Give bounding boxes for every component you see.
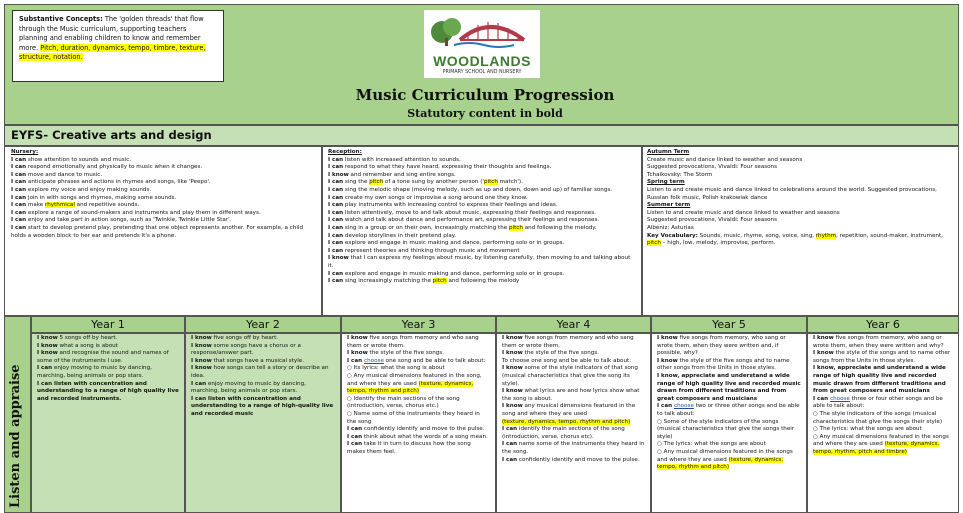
nursery-heading: Nursery:	[11, 149, 39, 155]
substantive-concepts-box	[12, 10, 224, 82]
tree-bridge-logo-icon	[424, 10, 540, 50]
summer-term-heading: Summer term	[647, 202, 691, 209]
list-item: I can choose three or four other songs and be able to talk about:	[813, 395, 943, 410]
list-item: I can listen attentively, move to and talk about music, expressing their feelings and responses.	[328, 209, 596, 216]
list-item: I can develop storylines in their pretend play.	[328, 232, 457, 239]
list-item: I know some of the style indicators of that song (musical characteristics that give the song its style).	[502, 365, 638, 387]
list-item: Suggested provocations, Vivaldi: Four seasons	[647, 217, 778, 224]
list-item: ○ Any musical dimensions featured in the song, and where they are used (texture, dynamics, tempo, rhythm and pitch)	[347, 372, 482, 395]
reception-heading: Reception:	[328, 149, 362, 155]
list-item: I can think about what the words of a song mean.	[347, 433, 488, 440]
list-item: I know, appreciate and understand a wide range of high quality live and recorded music drawn from different traditions and from great composers and musicians	[813, 365, 946, 395]
list-item: I can enjoy moving to music by dancing, marching, being animals or pop stars.	[191, 380, 306, 395]
list-item: I know and remember and sing entire songs.	[328, 171, 456, 178]
list-item: Suggested provocations, Vivaldi: Four seasons	[647, 164, 778, 171]
list-item: I can watch and talk about dance and performance art, expressing their feelings and responses.	[328, 217, 600, 224]
strand-label-cell	[4, 316, 31, 513]
list-item: I can choose one song and be able to talk about:	[347, 357, 486, 364]
list-item: I know five songs off by heart.	[191, 335, 279, 341]
concepts-highlight: Pitch, duration, dynamics, tempo, timbre, texture, structure, notation.	[19, 43, 206, 62]
list-item: Create music and dance linked to weather and seasons	[647, 156, 803, 163]
list-item: I know that I can express my feelings about music, by listening carefully, then moving to and talking about it.	[328, 255, 631, 269]
list-item: I know five songs from memory and who sang them or wrote them.	[502, 335, 634, 349]
list-item: I can take it in turn to discuss how the song makes them feel.	[347, 441, 471, 455]
list-item: I know some songs have a chorus or a response/answer part.	[191, 342, 301, 357]
list-item: I can sing increasingly matching the pitch and following the melody	[328, 278, 520, 285]
list-item: I can listen with increased attention to sounds.	[328, 156, 461, 163]
list-item: Albéniz: Asturias	[647, 224, 694, 231]
list-item: I can sing the pitch of a tone sung by another person ('pitch match').	[328, 179, 523, 186]
list-item: I know, appreciate and understand a wide range of high quality live and recorded music drawn from different traditions and from great composers and musicians	[657, 372, 801, 402]
concepts-body: The 'golden threads' that flow through the Music curriculum, supporting teachers planning and enabling children to know and remember more.	[19, 15, 204, 52]
list-item: I can explore and engage in music making and dance, performing solo or in groups.	[328, 270, 565, 277]
list-item: ○ Any musical dimensions featured in the songs and where they are used (texture, dynamics, tempo, rhythm and pitch)	[657, 448, 793, 471]
list-item: I can enjoy moving to music by dancing, marching, being animals or pop stars.	[37, 365, 152, 379]
year-6-header: Year 6	[807, 316, 959, 333]
list-item: I can respond to what they have heard, expressing their thoughts and feelings.	[328, 164, 552, 171]
list-item: I can sing in a group or on their own, increasingly matching the pitch and following the melody.	[328, 224, 597, 231]
eyfs-heading: EYFS- Creative arts and design	[4, 125, 959, 146]
list-item: ○ The style indicators of the songs (musical characteristics that give the songs their style)	[813, 410, 943, 425]
list-item: I can name some of the instruments they heard in the song.	[502, 441, 645, 455]
list-item: I can move and dance to music.	[11, 171, 103, 178]
list-item: I know five songs from memory and who sang them or wrote them.	[347, 335, 479, 349]
list-item: I can explore a range of sound-makers and instruments and play them in different ways.	[11, 209, 261, 216]
list-item: I can respond emotionally and physically to music when it changes.	[11, 164, 203, 171]
year-3-header: Year 3	[341, 316, 496, 333]
list-item: Tchaikovsky: The Storm	[647, 171, 713, 178]
year-3-content	[341, 333, 496, 513]
list-item: I can join in with songs and rhymes, making some sounds.	[11, 194, 177, 201]
year-4-header: Year 4	[496, 316, 651, 333]
list-item: I know five songs from memory, who sang or wrote them, when they were written and why?	[813, 335, 944, 349]
list-item: I can sing the melodic shape (moving melody, such as up and down, down and up) of familiar songs.	[328, 186, 613, 193]
concepts-heading: Substantive Concepts:	[19, 15, 103, 23]
list-item: I can anticipate phrases and actions in rhymes and songs, like 'Peepo'.	[11, 179, 211, 186]
list-item: I know the style of the five songs.	[347, 350, 444, 357]
list-item: I can enjoy and take part in action songs, such as 'Twinkle, Twinkle Little Star'.	[11, 217, 232, 224]
list-item: I can confidently identify and move to the pulse.	[502, 456, 640, 463]
list-item: I know five songs from memory, who sang or wrote them, when they were written and, if possible, why?	[657, 335, 786, 357]
list-item: I know the style of the songs and to name other songs from the Units in those styles.	[813, 350, 951, 364]
year-6-content	[807, 333, 959, 513]
list-item: I know the style of the five songs and to name other songs from the Units in those styles.	[657, 357, 790, 372]
year-5-header: Year 5	[651, 316, 807, 333]
page-subtitle: Statutory content in bold	[407, 107, 563, 120]
list-item: I know the style of the five songs.	[502, 350, 599, 357]
year-2-content	[185, 333, 341, 513]
year-5-content	[651, 333, 807, 513]
list-item: To choose one song and be able to talk about:	[502, 357, 632, 364]
list-item: (texture, dynamics, tempo, rhythm and pitch)	[502, 418, 631, 425]
list-item: Listen to and create music and dance linked to celebrations around the world. Suggested provocations, Russian folk music, Polish krakowiak dance	[647, 186, 937, 201]
list-item: Listen to and create music and dance linked to weather and seasons	[647, 209, 840, 216]
list-item: ○ Name some of the instruments they heard in the song	[347, 410, 480, 425]
list-item: ○ Identify the main sections of the song (introduction, verse, chorus etc.)	[347, 395, 460, 410]
list-item: I can explore my voice and enjoy making sounds.	[11, 186, 152, 193]
list-item: ○ Some of the style indicators of the songs (musical characteristics that give the songs their style)	[657, 418, 795, 440]
school-logo	[424, 10, 540, 78]
year-4-content	[496, 333, 651, 513]
strand-label: Listen and appraise	[8, 364, 23, 508]
list-item: I can create my own songs or improvise a song around one they know.	[328, 194, 528, 201]
list-item: I know how songs can tell a story or describe an idea.	[191, 365, 329, 379]
logo-name: WOODLANDS	[433, 53, 531, 69]
list-item: I know what a song is about	[37, 342, 118, 349]
reception-column	[322, 146, 642, 316]
list-item: I can play instruments with increasing control to express their feelings and ideas.	[328, 202, 558, 209]
year-2-header: Year 2	[185, 316, 341, 333]
autumn-term-heading: Autumn Term	[647, 149, 690, 155]
list-item: I know that songs have a musical style.	[191, 357, 304, 364]
list-item: I can show attention to sounds and music.	[11, 156, 132, 163]
list-item: I know any musical dimensions featured in the song and where they are used	[502, 403, 636, 417]
list-item: I can confidently identify and move to the pulse.	[347, 426, 485, 433]
nursery-column	[4, 146, 322, 316]
year-1-header: Year 1	[31, 316, 185, 333]
list-item: ○ Any musical dimensions featured in the songs and where they are used (texture, dynamics, tempo, rhythm, pitch and timbre)	[813, 433, 949, 455]
list-item: I know and recognise the sound and names of some of the instruments I use.	[37, 350, 169, 364]
page-title: Music Curriculum Progression	[355, 86, 615, 104]
list-item: I can listen with concentration and understanding to a range of high-quality live and recorded music	[191, 395, 334, 417]
terms-column	[642, 146, 959, 316]
list-item: ○ The lyrics: what the songs are about	[813, 426, 922, 433]
list-item: I know what lyrics are and how lyrics show what the song is about.	[502, 388, 640, 402]
list-item: I can choose two or three other songs and be able to talk about:	[657, 403, 800, 417]
list-item: ○ The lyrics: what the songs are about	[657, 441, 766, 448]
list-item: I can start to develop pretend play, pretending that one object represents another. For example, a child holds a wooden block to her ear and pretends it's a phone.	[11, 224, 304, 239]
list-item: I know 5 songs off by heart.	[37, 335, 118, 341]
list-item: I can listen with concentration and understanding to a range of high quality live and recorded instruments.	[37, 380, 179, 402]
list-item: I can identify the main sections of the song (introduction, verse, chorus etc).	[502, 426, 625, 440]
logo-subtitle: PRIMARY SCHOOL AND NURSERY	[442, 70, 522, 75]
list-item: I can explore and engage in music making and dance, performing solo or in groups.	[328, 240, 565, 247]
list-item: I can represent theories and thinking through music and movement	[328, 247, 520, 254]
year-1-content	[31, 333, 185, 513]
list-item: I can make rhythmical and repetitive sounds.	[11, 202, 140, 209]
key-vocabulary: Key Vocabulary: Sounds, music, rhyme, song, voice, sing, rhythm, repetition, sound-maker, instrument, pitch – high, low, melody, improvise, perform.	[647, 232, 943, 247]
spring-term-heading: Spring term	[647, 179, 685, 186]
list-item: ○ Its lyrics: what the song is about	[347, 365, 445, 372]
